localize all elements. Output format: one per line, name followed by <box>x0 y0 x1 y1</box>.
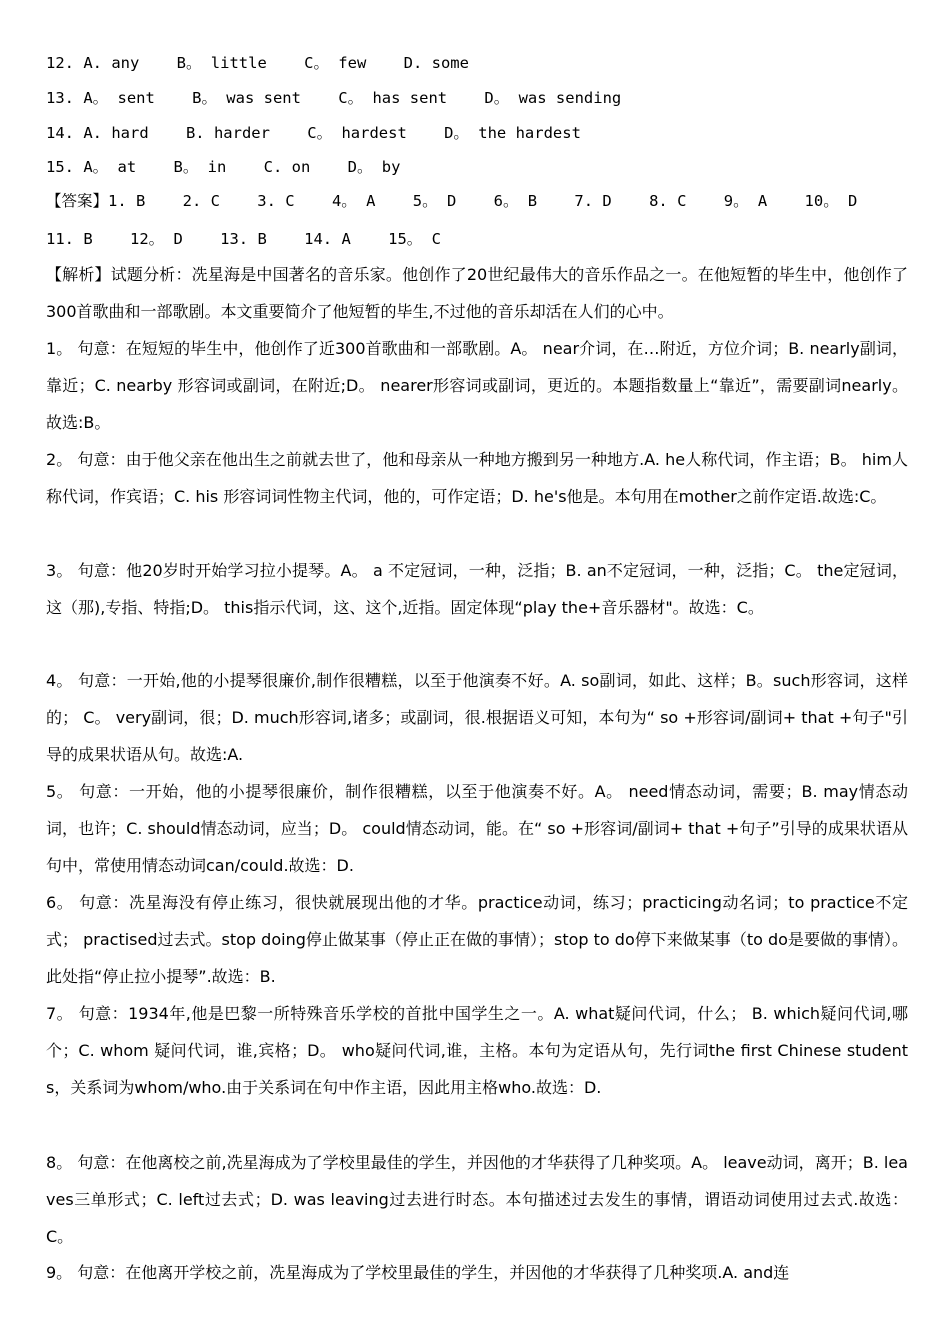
analysis-item-9: 9。 句意：在他离开学校之前，冼星海成为了学校里最佳的学生，并因他的才华获得了几种奖项.A. and连 <box>46 1263 790 1282</box>
question-13-options: 13. A。 sent B。 was sent C。 has sent D。 was sending <box>46 89 622 107</box>
analysis-item-8: 8。 句意：在他离校之前,冼星海成为了学校里最佳的学生，并因他的才华获得了几种奖项。A。 leave动词，离开；B. leaves三单形式；C. left过去式；D. was leaving过去进行时态。本句描述过去发生的事情，谓语动词使用过去式.故选：C。 <box>46 1153 908 1247</box>
analysis-intro: 【解析】试题分析：冼星海是中国著名的音乐家。他创作了20世纪最伟大的音乐作品之一。在他短暂的毕生中，他创作了300首歌曲和一部歌剧。本文重要简介了他短暂的毕生,不过他的音乐却活在人们的心中。 <box>46 265 908 322</box>
analysis-item-6: 6。 句意：冼星海没有停止练习，很快就展现出他的才华。practice动词，练习；practicing动名词；to practice不定式； practised过去式。stop doing停止做某事（停止正在做的事情）；stop to do停下来做某事（to do是要做的事情）。此处指“停止拉小提琴”.故选：B. <box>46 893 908 987</box>
question-15-options: 15. A。 at B。 in C. on D。 by <box>46 158 401 176</box>
analysis-item-4: 4。 句意：一开始,他的小提琴很廉价,制作很糟糕，以至于他演奏不好。A. so副词，如此、这样；B。such形容词，这样的； C。 very副词，很；D. much形容词,诸多；或副词，很.根据语义可知，本句为“ so +形容词/副词+ that +句子"引导的成果状语从句。故选:A. <box>46 671 908 765</box>
analysis-item-2: 2。 句意：由于他父亲在他出生之前就去世了，他和母亲从一种地方搬到另一种地方.A. he人称代词，作主语；B。 him人称代词，作宾语；C. his 形容词词性物主代词，他的，可作定语；D. he's他是。本句用在mother之前作定语.故选:C。 <box>46 450 908 507</box>
analysis-item-5: 5。 句意：一开始，他的小提琴很廉价，制作很糟糕，以至于他演奏不好。A。 need情态动词，需要；B. may情态动词，也许；C. should情态动词，应当；D。 could情态动词，能。在“ so +形容词/副词+ that +句子”引导的成果状语从句中，常使用情态动词can/could.故选：D. <box>46 782 908 876</box>
answer-key-line-1: 【答案】1. B 2. C 3. C 4。 A 5。 D 6。 B 7. D 8. C 9。 A 10。 D <box>46 192 858 210</box>
analysis-item-7: 7。 句意：1934年,他是巴黎一所特殊音乐学校的首批中国学生之一。A. what疑问代词，什么； B. which疑问代词,哪个；C. whom 疑问代词，谁,宾格；D。 who疑问代词,谁，主格。本句为定语从句，先行词the first Chinese students，关系词为whom/who.由于关系词在句中作主语，因此用主格who.故选：D. <box>46 1004 908 1098</box>
analysis-item-3: 3。 句意：他20岁时开始学习拉小提琴。A。 a 不定冠词，一种，泛指；B. an不定冠词，一种，泛指；C。 the定冠词，这（那),专指、特指;D。 this指示代词，这、这个,近指。固定体现“play the+音乐器材"。故选：C。 <box>46 561 908 618</box>
answer-key-line-2: 11. B 12。 D 13. B 14. A 15。 C <box>46 230 441 248</box>
analysis-item-1: 1。 句意：在短短的毕生中，他创作了近300首歌曲和一部歌剧。A。 near介词，在…附近，方位介词；B. nearly副词，靠近；C. nearby 形容词或副词，在附近;D。 nearer形容词或副词，更近的。本题指数量上“靠近”，需要副词nearly。故选:B。 <box>46 339 908 433</box>
question-14-options: 14. A. hard B. harder C。 hardest D。 the hardest <box>46 124 581 142</box>
question-12-options: 12. A. any B。 little C。 few D. some <box>46 54 469 72</box>
